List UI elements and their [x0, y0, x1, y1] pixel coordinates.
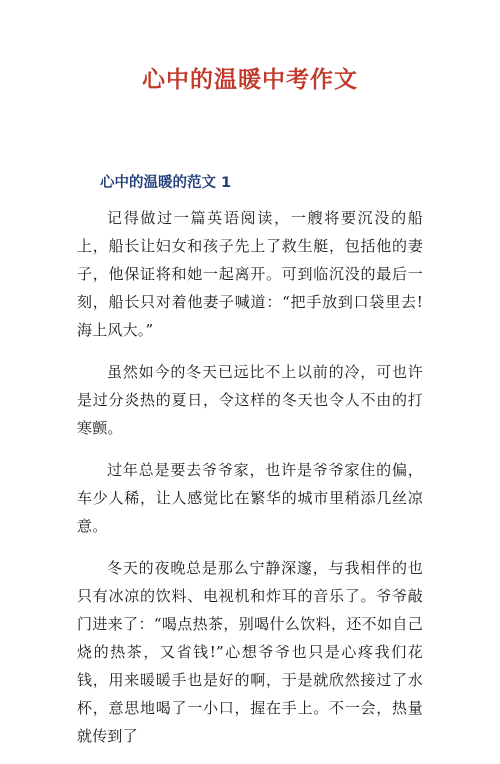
paragraph-3: 过年总是要去爷爷家，也许是爷爷家住的偏，车少人稀，让人感觉比在繁华的城市里稍添几丝凉意。 — [77, 461, 423, 535]
section-heading: 心中的温暖的范文 1 — [100, 175, 232, 191]
paragraph-2: 虽然如今的冬天已远比不上以前的冷，可也许是过分炎热的夏日，令这样的冬天也令人不由的打寒颤。 — [77, 363, 423, 437]
page-title: 心中的温暖中考作文 — [142, 67, 358, 93]
article-body — [77, 204, 423, 764]
paragraph-4: 冬天的夜晚总是那么宁静深邃，与我相伴的也只有冰凉的饮料、电视机和炸耳的音乐了。爷爷敲门进来了：“喝点热茶，别喝什么饮料，还不如自己烧的热茶，又省钱!”心想爷爷也只是心疼我们花钱，用来暖暖手也是好的啊，于是就欣然接过了水杯，意思地喝了一小口，握在手上。不一会，热量就传到了 — [77, 559, 423, 745]
paragraph-1: 记得做过一篇英语阅读，一艘将要沉没的船上，船长让妇女和孩子先上了救生艇，包括他的妻子，他保证将和她一起离开。可到临沉没的最后一刻，船长只对着他妻子喊道：“把手放到口袋里去!海上风大。” — [77, 209, 423, 339]
